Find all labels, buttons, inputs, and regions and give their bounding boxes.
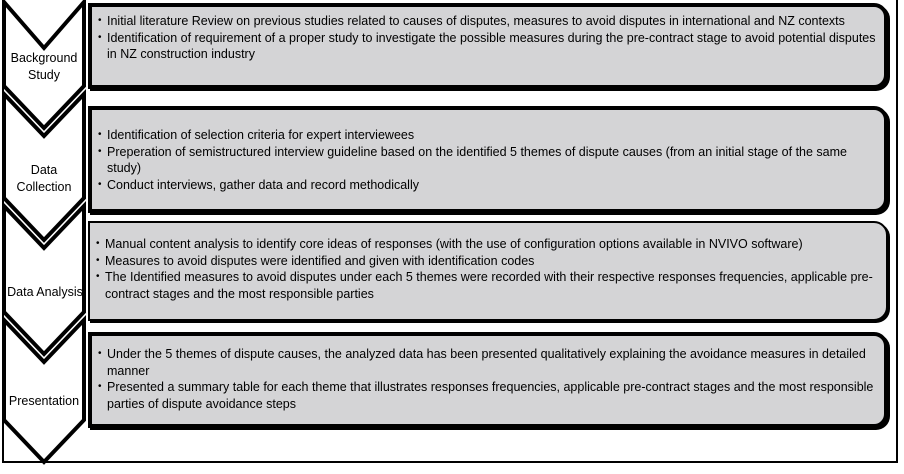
bullet-list [96, 236, 878, 302]
bullet-item: • Identification of selection criteria for expert interviewees [98, 127, 876, 144]
stage-label-line: Data Analysis [7, 285, 83, 299]
stage-label-data-collection [4, 162, 84, 196]
stage-box-background-study [88, 3, 888, 89]
stage-label-background-study [4, 50, 84, 84]
stage-label-line: Data [30, 163, 58, 177]
bullet-item: • Measures to avoid disputes were identified and given with identification codes [96, 253, 878, 270]
stage-label-data-analysis [2, 284, 88, 301]
bullet-list [98, 13, 876, 63]
stage-box-data-collection [88, 106, 888, 213]
bullet-item: • Initial literature Review on previous studies related to causes of disputes, measures to avoid disputes in international and NZ contexts [98, 13, 876, 30]
bullet-list [98, 346, 876, 412]
bullet-item: • Manual content analysis to identify core ideas of responses (with the use of configuration options available in NVIVO software) [96, 236, 878, 253]
bullet-item: • Presented a summary table for each theme that illustrates responses frequencies, applicable pre-contract stages and the most responsible parties of dispute avoidance steps [98, 379, 876, 412]
bullet-item: • Under the 5 themes of dispute causes, the analyzed data has been presented qualitatively explaining the avoidance measures in detailed manner [98, 346, 876, 379]
bullet-item: • The Identified measures to avoid disputes under each 5 themes were recorded with their respective responses frequencies, applicable pre-contract stages and the most responsible parties [96, 269, 878, 302]
stage-label-presentation [4, 393, 84, 410]
bullet-item: • Conduct interviews, gather data and record methodically [98, 177, 876, 194]
stage-box-presentation [88, 332, 888, 428]
bullet-item: • Identification of requirement of a proper study to investigate the possible measures during the pre-contract stage to avoid potential disputes in NZ construction industry [98, 30, 876, 63]
stage-label-line: Presentation [8, 394, 80, 408]
bullet-list [98, 127, 876, 193]
stage-label-line: Collection [16, 180, 72, 194]
stage-label-line: Background [10, 51, 78, 65]
bullet-item: • Preperation of semistructured interview guideline based on the identified 5 themes of dispute causes (from an initial stage of the same study) [98, 144, 876, 177]
stage-label-line: Study [28, 68, 60, 82]
stage-box-data-analysis [88, 221, 888, 321]
